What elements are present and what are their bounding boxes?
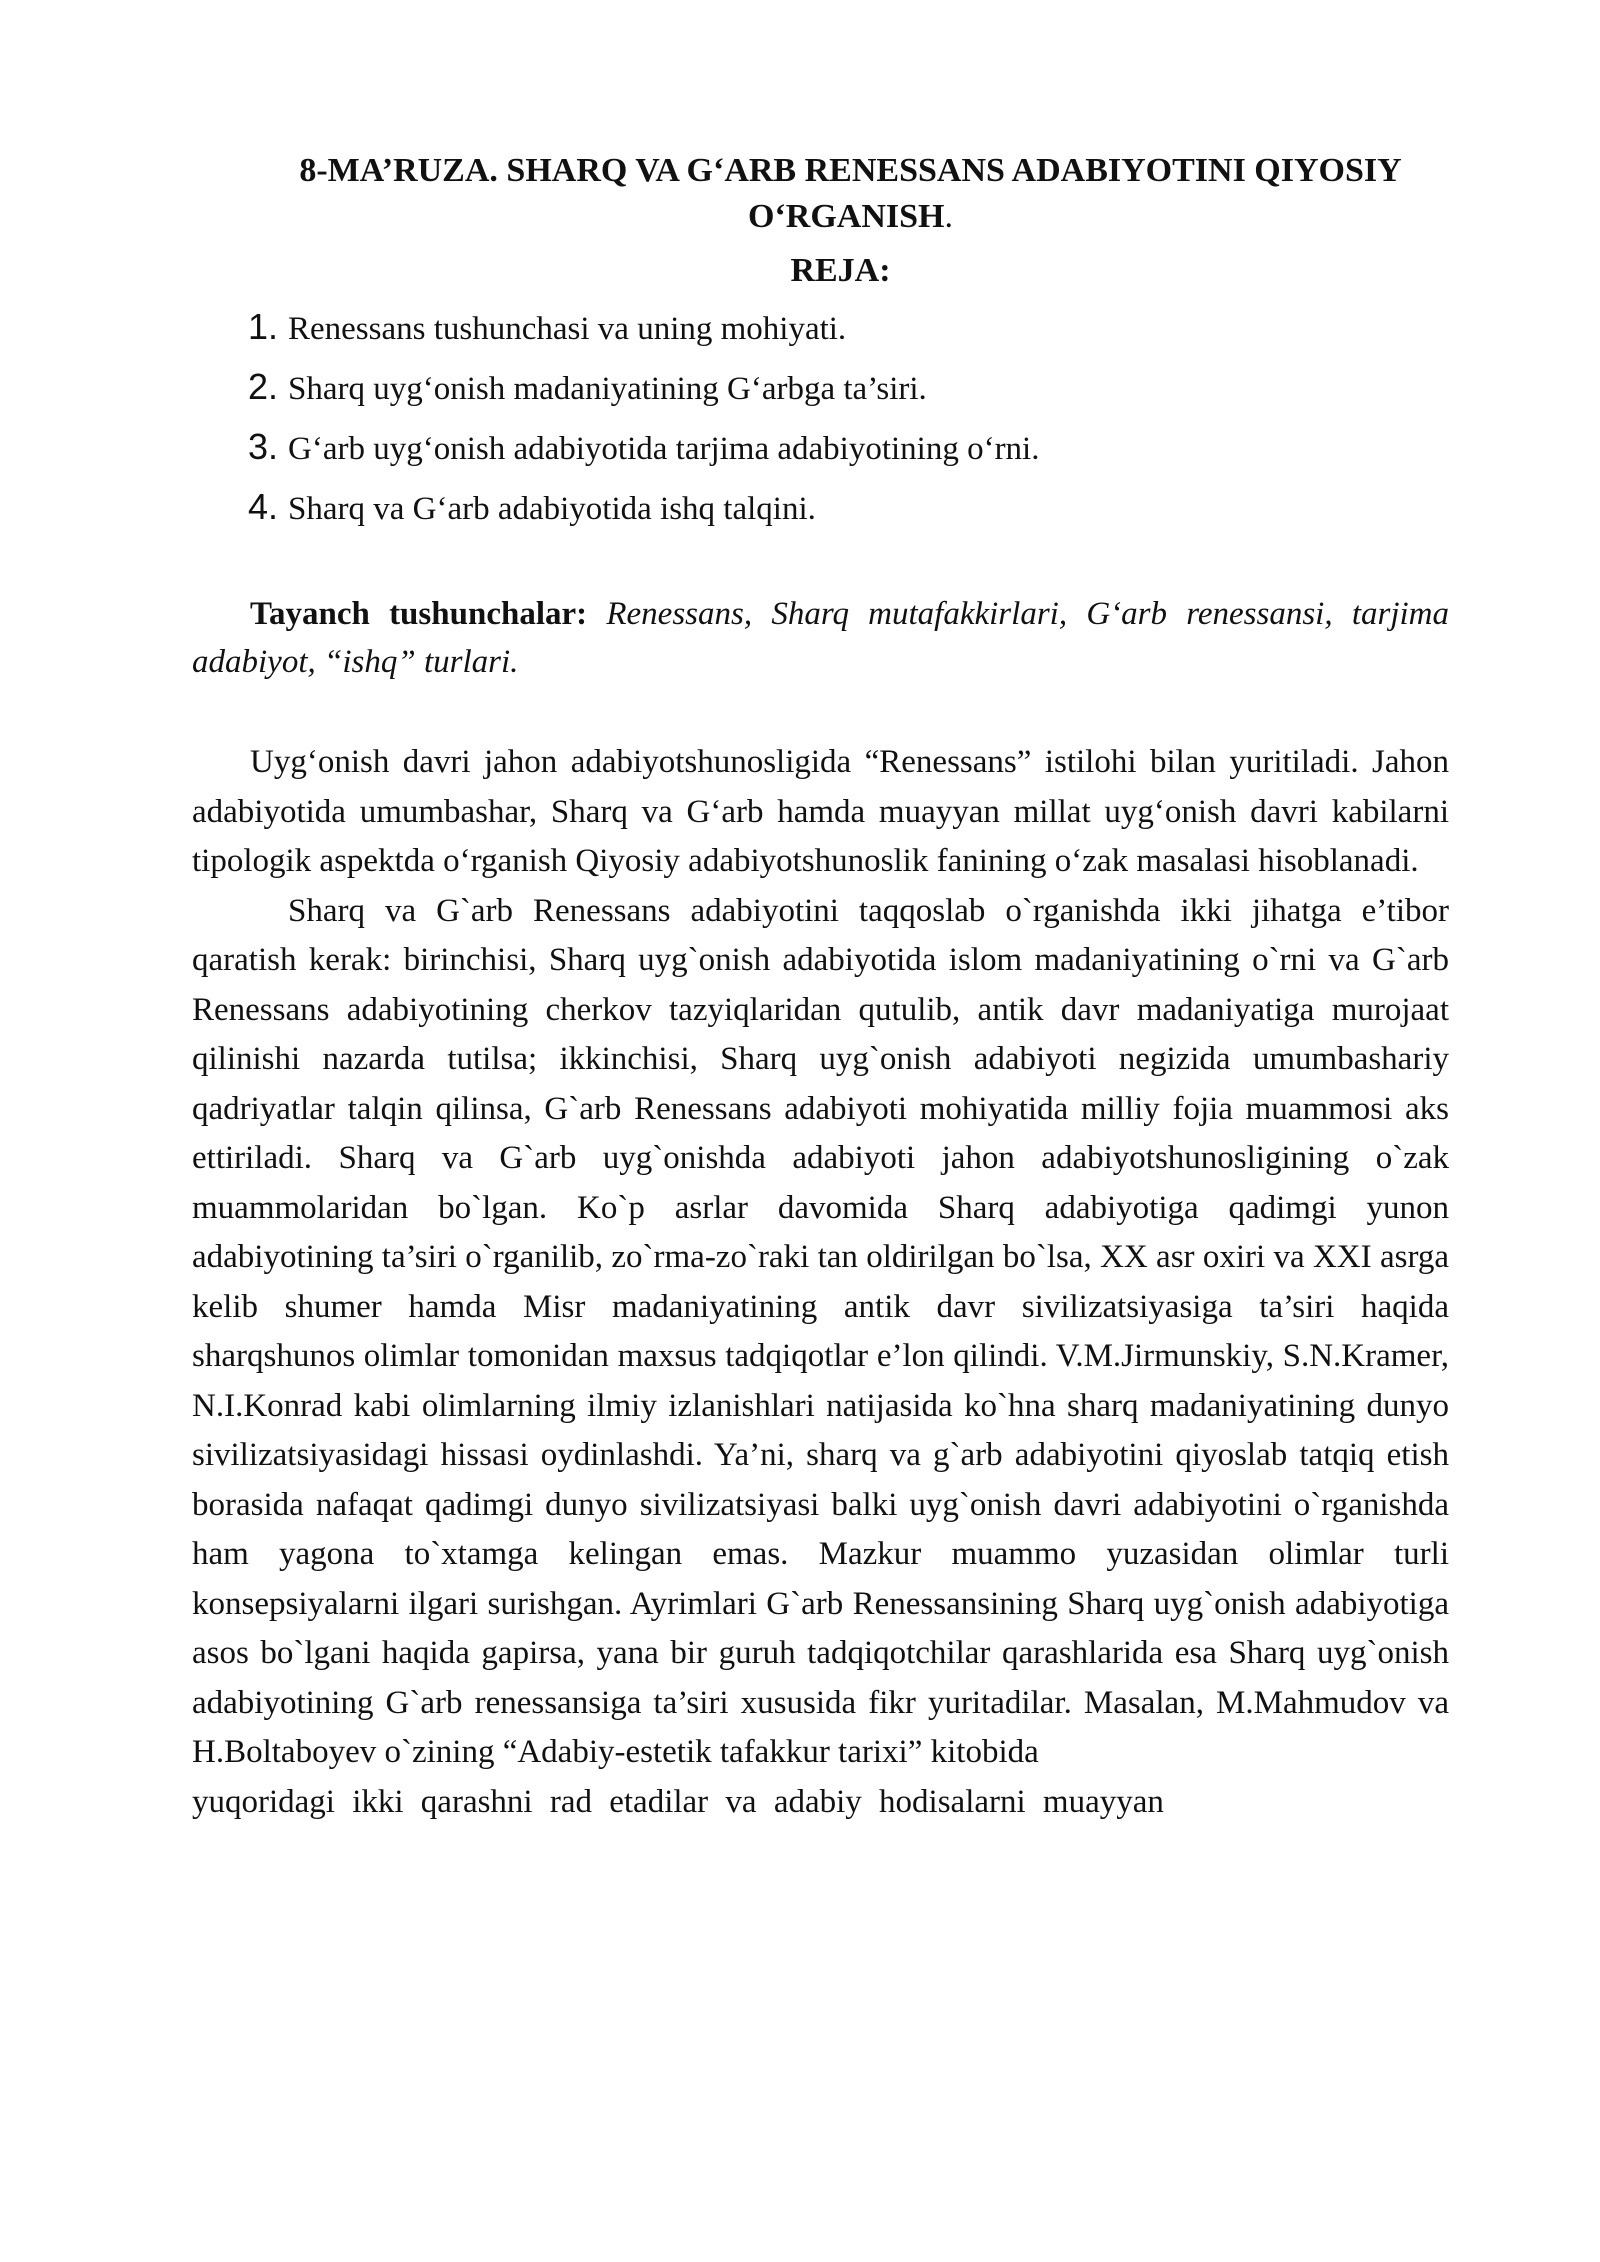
title-line-2-text: O‘RGANISH (748, 198, 945, 235)
plan-item (248, 478, 1449, 538)
plan-item (248, 358, 1449, 418)
plan-item-text: Sharq uyg‘onish madaniyatining G‘arbga ta’siri. (288, 371, 927, 407)
key-terms-label: Tayanch tushunchalar: (250, 596, 588, 632)
body-paragraph-2: Sharq va G`arb Renessans adabiyotini taqqoslab o`rganishda ikki jihatga e’tibor qaratish kerak: birinchisi, Sharq uyg`onish adabiyotida islom madaniyatining o`rni va G`arb Renessans adabiyotining cherkov tazyiqlaridan qutulib, antik davr madaniyatiga murojaat qilinishi nazarda tutilsa; ikkinchisi, Sharq uyg`onish adabiyoti negizida umumbashariy qadriyatlar talqin qilinsa, G`arb Renessans adabiyoti mohiyatida milliy fojia muammosi aks ettiriladi. Sharq va G`arb uyg`onishda adabiyoti jahon adabiyotshunosligining o`zak muammolaridan bo`lgan. Ko`p asrlar davomida Sharq adabiyotiga qadimgi yunon adabiyotining ta’siri o`rganilib, zo`rma-zo`raki tan oldirilgan bo`lsa, XX asr oxiri va XXI asrga kelib shumer hamda Misr madaniyatining antik davr sivilizatsiyasiga ta’siri haqida sharqshunos olimlar tomonidan maxsus tadqiqotlar e’lon qilindi. V.M.Jirmunskiy, S.N.Kramer, N.I.Konrad kabi olimlarning ilmiy izlanishlari natijasida ko`hna sharq madaniyatining dunyo sivilizatsiyasidagi hissasi oydinlashdi. Ya’ni, sharq va g`arb adabiyotini qiyoslab tatqiq etish borasida nafaqat qadimgi dunyo sivilizatsiyasi balki uyg`onish davri adabiyotini o`rganishda ham yagona to`xtamga kelingan emas. Mazkur muammo yuzasidan olimlar turli konsepsiyalarni ilgari surishgan. Ayrimlari G`arb Renessansining Sharq uyg`onish adabiyotiga asos bo`lgani haqida gapirsa, yana bir guruh tadqiqotchilar qarashlarida esa Sharq uyg`onish adabiyotining G`arb renessansiga ta’siri xususida fikr yuritadilar. Masalan, M.Mahmudov va H.Boltaboyev o`zining “Adabiy-estetik tafakkur tarixi” kitobida (192, 892, 1449, 1770)
key-terms-text: Renessans, Sharq mutafakkirlari, G‘arb renessansi, tarjima adabiyot, “ishq” turlari. (192, 596, 1449, 680)
title-line-1: 8-MA’RUZA. SHARQ VA G‘ARB RENESSANS ADABIYOTINI QIYOSIY (299, 152, 1402, 189)
body-paragraph-1: Uyg‘onish davri jahon adabiyotshunosligida “Renessans” istilohi bilan yuritiladi. Jahon adabiyotida umumbashar, Sharq va G‘arb hamda muayyan millat uyg‘onish davri kabilarni tipologik aspektda o‘rganish Qiyosiy adabiyotshunoslik fanining o‘zak masalasi hisoblanadi. (192, 744, 1449, 879)
key-terms (192, 590, 1449, 686)
plan-heading: REJA: (790, 252, 891, 289)
plan-item (248, 418, 1449, 478)
page-content (192, 148, 1449, 1827)
plan-item-number: 4. (248, 486, 279, 527)
plan-item-number: 1. (248, 306, 279, 347)
plan-item-text: G‘arb uyg‘onish adabiyotida tarjima adabiyotining o‘rni. (288, 431, 1040, 467)
plan-item (248, 298, 1449, 358)
plan-item-text: Sharq va G‘arb adabiyotida ishq talqini. (288, 491, 816, 527)
title-line-2 (252, 194, 1449, 240)
body-paragraph-2-last-line: yuqoridagi ikki qarashni rad etadilar va adabiy hodisalarni muayyan (192, 1783, 1164, 1820)
plan-item-number: 3. (248, 426, 279, 467)
title-period: . (944, 198, 953, 235)
plan-item-text: Renessans tushunchasi va uning mohiyati. (288, 311, 847, 347)
plan-list (192, 298, 1449, 538)
plan-item-number: 2. (248, 366, 279, 407)
lecture-title (192, 148, 1449, 240)
